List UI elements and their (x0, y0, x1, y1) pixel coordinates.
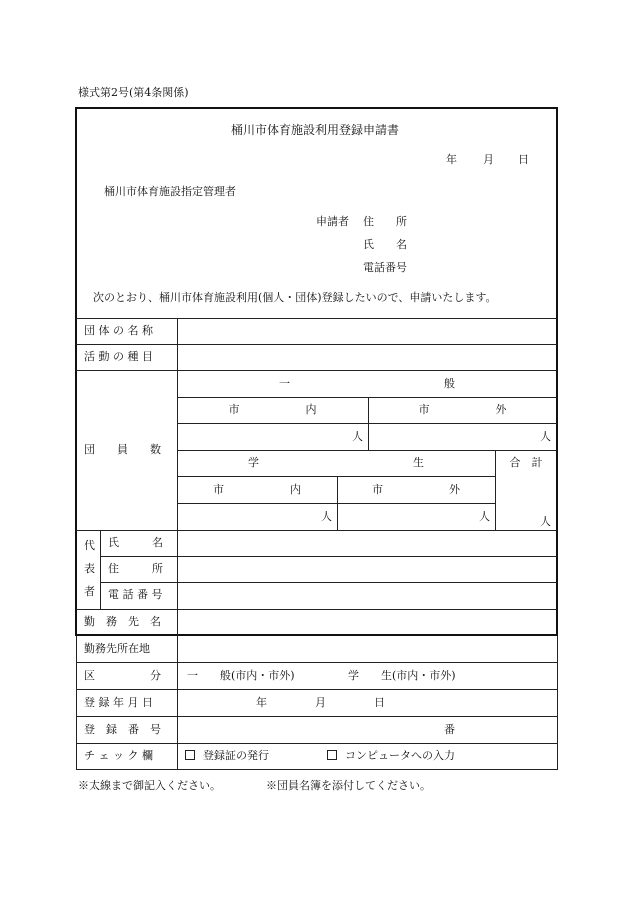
label-group-name: 団 体 の 名 称 (84, 324, 153, 337)
category-student-option: 学 生(市内・市外) (348, 669, 456, 682)
registration-year-label: 年 (256, 696, 267, 709)
members-general-header: 一 般 (279, 377, 455, 390)
label-member-count: 団 員 数 (84, 443, 161, 456)
checkbox-icon[interactable] (327, 750, 337, 760)
registration-day-label: 日 (374, 696, 385, 709)
label-rep-char2: 表 (84, 562, 95, 575)
members-student-city-outside: 市 外 (372, 483, 460, 496)
registration-month-label: 月 (315, 696, 326, 709)
members-student-header: 学 生 (248, 456, 424, 469)
date-month-label: 月 (483, 153, 494, 166)
label-rep-name: 氏 名 (108, 536, 163, 549)
label-activity-type: 活 動 の 種 目 (84, 350, 153, 363)
label-rep-address: 住 所 (108, 562, 163, 575)
label-rep-phone: 電 話 番 号 (108, 588, 163, 601)
label-workplace-address: 勤務先所在地 (84, 642, 150, 655)
members-student-city-inside: 市 内 (213, 483, 301, 496)
label-registration-number: 登 録 番 号 (84, 723, 161, 736)
label-registration-date: 登 録 年 月 日 (84, 696, 153, 709)
check-computer-input-label: コンピュータへの入力 (345, 749, 455, 762)
applicant-label: 申請者 (316, 215, 349, 228)
check-computer-input[interactable] (327, 750, 455, 761)
members-general-inside-unit: 人 (352, 430, 363, 443)
members-student-outside-unit: 人 (479, 510, 490, 523)
addressee: 桶川市体育施設指定管理者 (104, 185, 236, 198)
applicant-phone-label: 電話番号 (363, 261, 407, 274)
date-year-label: 年 (446, 153, 457, 166)
members-student-inside-unit: 人 (321, 510, 332, 523)
label-category: 区 分 (84, 669, 161, 682)
form-title: 桶川市体育施設利用登録申請書 (230, 123, 399, 137)
members-total-header: 合 計 (509, 456, 543, 469)
applicant-name-label: 氏 名 (363, 238, 407, 251)
applicant-address-label: 住 所 (363, 215, 407, 228)
form-number: 様式第2号(第4条関係) (78, 86, 189, 99)
footnote-attach-list: ※団員名簿を添付してください。 (266, 779, 431, 792)
check-issue-card-label: 登録証の発行 (203, 749, 269, 762)
checkbox-icon[interactable] (185, 750, 195, 760)
check-issue-card[interactable] (185, 750, 269, 761)
date-day-label: 日 (518, 153, 529, 166)
registration-number-suffix: 番 (444, 723, 455, 736)
members-general-city-outside: 市 外 (418, 403, 507, 416)
members-general-city-inside: 市 内 (228, 403, 317, 416)
footnote-fill-thick: ※太線まで御記入ください。 (78, 779, 221, 792)
members-total-unit: 人 (540, 515, 551, 528)
label-rep-char1: 代 (84, 539, 95, 552)
label-workplace-name: 勤 務 先 名 (84, 615, 161, 628)
label-rep-char3: 者 (84, 585, 95, 598)
category-general-option: 一 般(市内・市外) (187, 669, 295, 682)
statement: 次のとおり、桶川市体育施設利用(個人・団体)登録したいので、申請いたします。 (93, 291, 497, 304)
members-general-outside-unit: 人 (540, 430, 551, 443)
label-check-column: チ ェ ッ ク 欄 (84, 749, 153, 762)
